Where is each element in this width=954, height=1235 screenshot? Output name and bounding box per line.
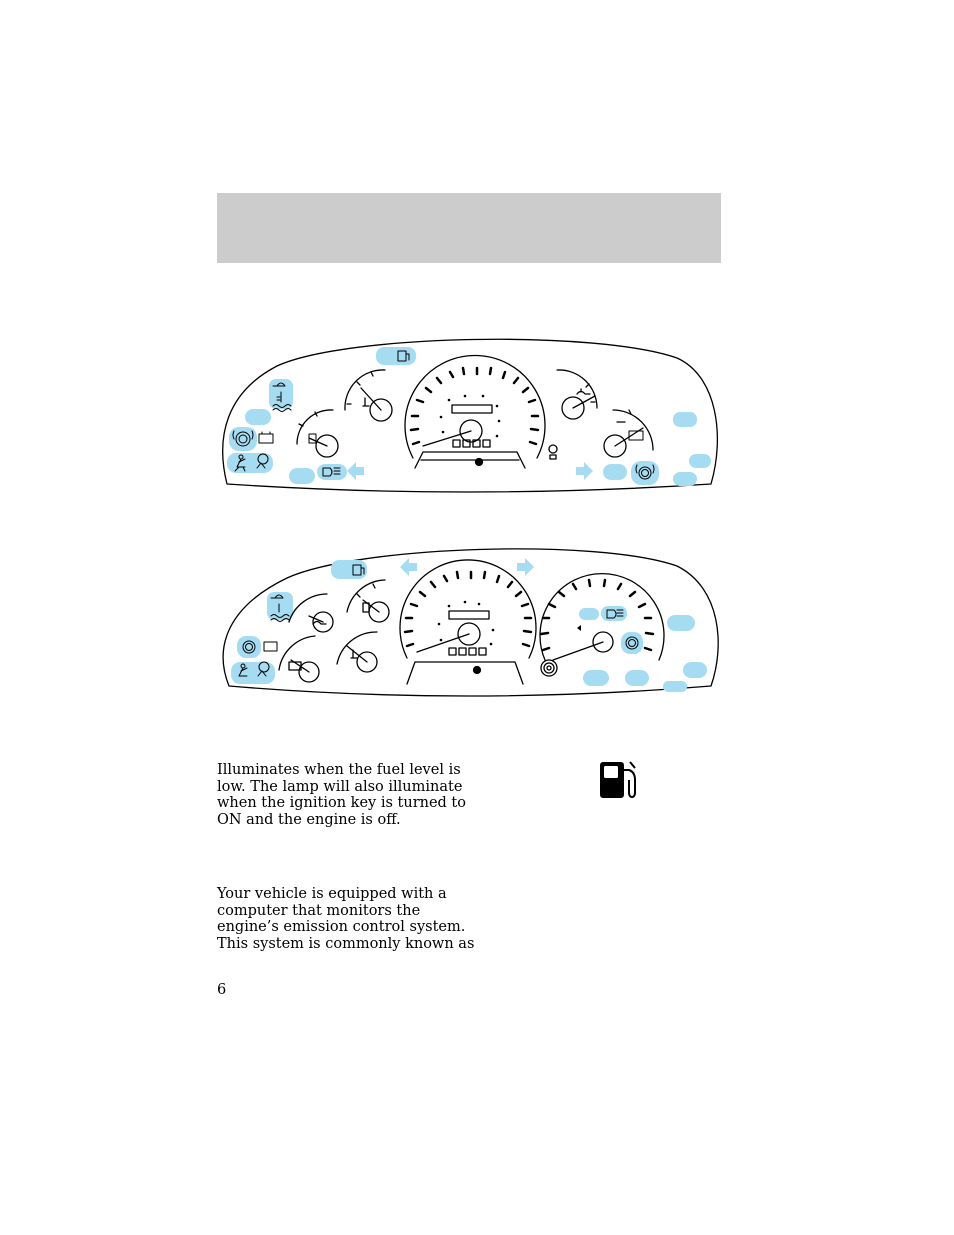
- fuel-pump-icon: [598, 758, 640, 800]
- page-number: 6: [217, 982, 227, 998]
- low-fuel-description: Illuminates when the fuel level is low. The lamp will also illuminate when the ignition key is turned to ON and the engine is off.: [217, 762, 466, 828]
- obd-description: Your vehicle is equipped with a computer that monitors the engine’s emission control system. This system is commonly known as: [217, 886, 475, 952]
- instrument-cluster-top: [217, 326, 721, 496]
- chapter-header-band: [217, 193, 721, 263]
- instrument-cluster-bottom: [217, 536, 721, 702]
